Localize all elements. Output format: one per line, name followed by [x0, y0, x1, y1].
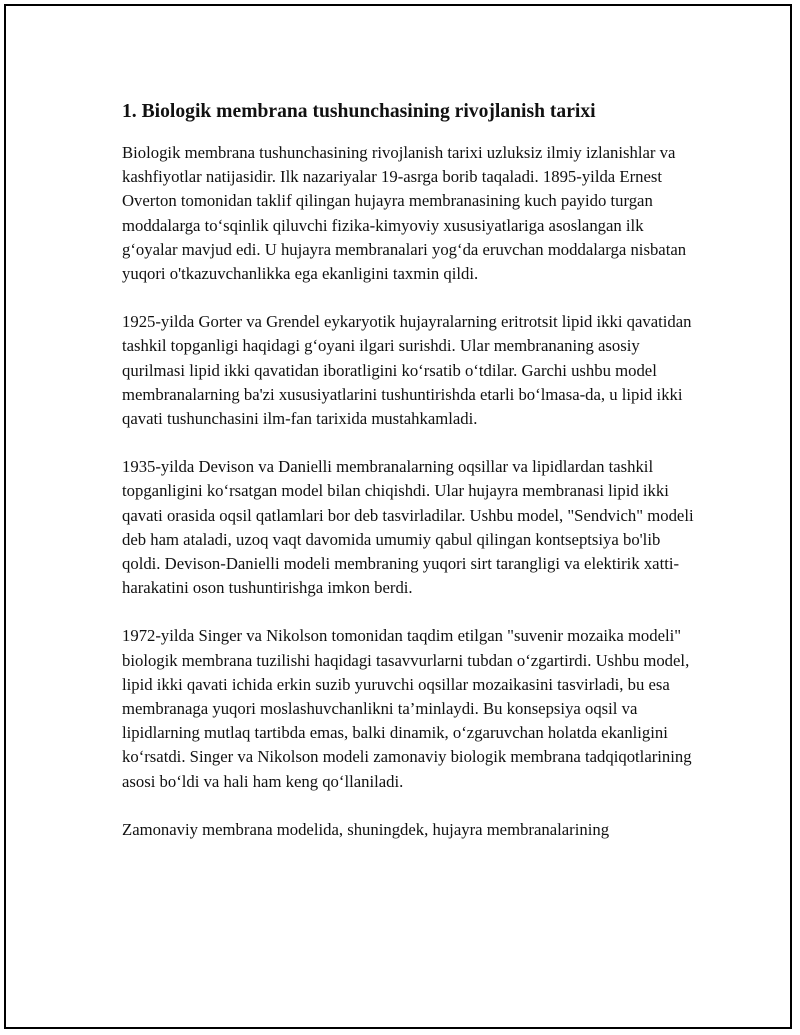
paragraph-overton: Biologik membrana tushunchasining rivojlanish tarixi uzluksiz ilmiy izlanishlar va kashfiyotlar natijasidir. Ilk nazariyalar 19-asrga borib taqaladi. 1895-yilda Ernest Overton tomonidan taklif qilingan hujayra membranasining kuch payido turgan moddalarga to‘sqinlik qiluvchi fizika-kimyoviy xususiyatlariga asoslangan ilk g‘oyalar mavjud edi. U hujayra membranalari yog‘da eruvchan moddalarga nisbatan yuqori o'tkazuvchanlikka ega ekanligini taxmin qildi. — [122, 143, 687, 284]
document-content — [122, 98, 697, 866]
section-heading: 1. Biologik membrana tushunchasining rivojlanish tarixi — [122, 101, 596, 122]
paragraph-modern-model: Zamonaviy membrana modelida, shuningdek, hujayra membranalarining — [122, 819, 610, 839]
paragraph-devison-danielli: 1935-yilda Devison va Danielli membranalarning oqsillar va lipidlardan tashkil topganligini ko‘rsatgan model bilan chiqishdi. Ular hujayra membranasi lipid ikki qavati orasida oqsil qatlamlari bor deb tasvirladilar. Ushbu model, "Sendvich" modeli deb ham ataladi, uzoq vaqt davomida umumiy qabul qilingan kontseptsiya bo'lib qoldi. Devison-Danielli modeli membraning yuqori sirt tarangligi va elektirik xatti-harakatini oson tushuntirishga imkon berdi. — [122, 457, 694, 598]
document-page — [4, 4, 792, 1029]
paragraph-gorter-grendel: 1925-yilda Gorter va Grendel eykaryotik hujayralarning eritrotsit lipid ikki qavatidan tashkil topganligi haqidagi g‘oyani ilgari surishdi. Ular membrananing asosiy qurilmasi lipid ikki qavatidan iboratligini ko‘rsatib o‘tdilar. Garchi ushbu model membranalarning ba'zi xususiyatlarini tushuntirishda etarli bo‘lmasa-da, u lipid ikki qavati tushunchasini ilm-fan tarixida mustahkamladi. — [122, 312, 692, 429]
paragraph-singer-nikolson: 1972-yilda Singer va Nikolson tomonidan taqdim etilgan "suvenir mozaika modeli" biologik membrana tuzilishi haqidagi tasavvurlarni tubdan o‘zgartirdi. Ushbu model, lipid ikki qavati ichida erkin suzib yuruvchi oqsillar mozaikasini tasvirladi, bu esa membranaga yuqori moslashuvchanlikni ta’minlaydi. Bu konsepsiya oqsil va lipidlarning mutlaq tartibda emas, balki dinamik, o‘zgaruvchan holatda ekanligini ko‘rsatdi. Singer va Nikolson modeli zamonaviy biologik membrana tadqiqotlarining asosi bo‘ldi va hali ham keng qo‘llaniladi. — [122, 626, 692, 791]
